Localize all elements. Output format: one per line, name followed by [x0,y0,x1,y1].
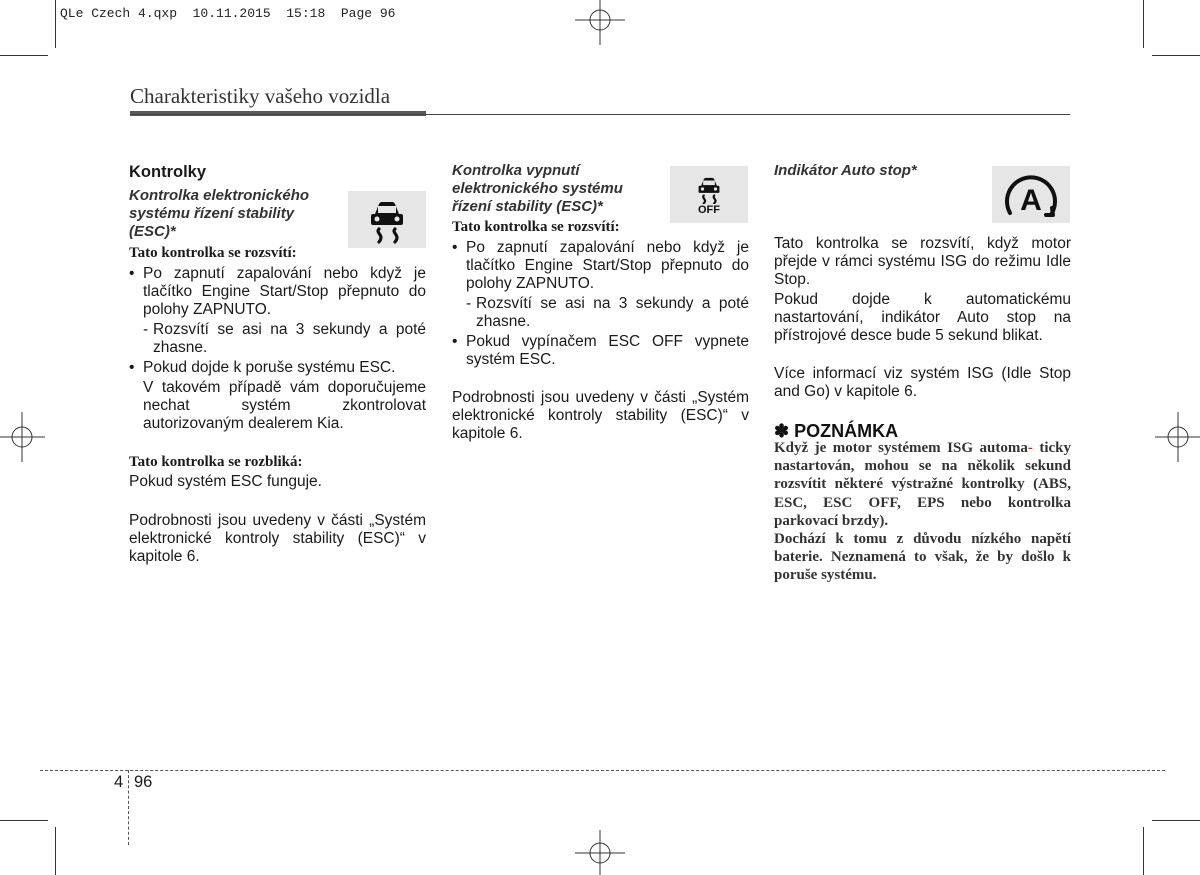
subhead-esc-off-line3: řízení stability (ESC)* [452,198,603,215]
list-item: • Pokud vypínačem ESC OFF vypnete systém ESC. [452,333,749,368]
list-item: - Rozsvítí se asi na 3 sekundy a poté zhasne. [143,321,426,356]
title-rule [130,114,1070,115]
list-item: • Po zapnutí zapalování nebo když je tlačítko Engine Start/Stop přepnuto do polohy ZAPNUTO. [452,239,749,292]
registration-mark-top [575,0,625,45]
note-p1-start: Když je motor systémem ISG automa [774,440,1028,456]
auto-stop-icon [992,166,1070,223]
bullet-text: Pokud dojde k poruše systému ESC. [143,359,396,376]
crop-mark [1143,827,1144,875]
footer-divider [128,770,129,845]
subhead-esc-off-line1: Kontrolka vypnutí [452,162,580,179]
print-slug: QLe Czech 4.qxp 10.11.2015 15:18 Page 96 [60,6,396,21]
lit-label: Tato kontrolka se rozsvítí: [452,219,620,235]
crop-mark [0,820,48,821]
crop-mark [0,55,48,56]
subhead-esc-line2: systému řízení stability [129,205,295,222]
blink-text: Pokud systém ESC funguje. [129,473,322,490]
note-hyphen: - [1027,440,1033,456]
dash-text: Rozsvítí se asi na 3 sekundy a poté zhasne. [153,321,426,356]
crop-mark [1152,820,1200,821]
registration-mark-left [0,412,45,462]
list-item: • Po zapnutí zapalování nebo když je tlačítko Engine Start/Stop přepnuto do polohy ZAPNUTO. [129,265,426,318]
subhead-esc-off-line2: elektronického systému [452,180,623,197]
details-text: Podrobnosti jsou uvedeny v části „Systém elektronické kontroly stability (ESC)“ v kapitole 6. [452,389,749,442]
note-p1-rest: ticky nastartován, mohou se na několik sekund rozsvítit některé výstražné kontrolky (ABS, ESC, ESC OFF, EPS nebo kontrolka parkovací brzdy). [774,440,1071,529]
esc-warning-icon [348,191,426,248]
subhead-auto-stop: Indikátor Auto stop* [774,162,917,179]
crop-mark [1143,0,1144,48]
auto-stop-letter: A [1020,183,1042,217]
subhead-esc-line1: Kontrolka elektronického [129,187,310,204]
lit-label: Tato kontrolka se rozsvítí: [129,245,297,261]
esc-off-warning-icon [670,166,748,223]
page-number: 96 [134,773,153,791]
note-paragraph-2: Dochází k tomu z důvodu nízkého napětí baterie. Neznamená to však, že by došlo k poruše systému. [774,531,1071,584]
column-auto-stop [774,162,1071,585]
list-item: - Rozsvítí se asi na 3 sekundy a poté zhasne. [466,295,749,330]
auto-stop-para2: Pokud dojde k automatickému nastartování, indikátor Auto stop na přístrojové desce bude 5 sekund blikat. [774,291,1071,344]
bullet-text: Po zapnutí zapalování nebo když je tlačítko Engine Start/Stop přepnuto do polohy ZAPNUTO. [143,265,426,318]
blink-label: Tato kontrolka se rozbliká: [129,454,303,470]
note-title: ✽ POZNÁMKA [774,421,899,441]
footer-rule [40,770,1165,771]
crop-mark [55,827,56,875]
dash-text: Rozsvítí se asi na 3 sekundy a poté zhasne. [476,295,749,330]
bullet-text: Po zapnutí zapalování nebo když je tlačítko Engine Start/Stop přepnuto do polohy ZAPNUTO. [466,239,749,292]
details-text: Podrobnosti jsou uvedeny v části „Systém elektronické kontroly stability (ESC)“ v kapitole 6. [129,512,426,565]
note-paragraph-1 [774,439,1071,530]
registration-mark-bottom [575,830,625,875]
bullet-text: Pokud vypínačem ESC OFF vypnete systém ESC. [466,333,749,368]
crop-mark [55,0,56,48]
subhead-esc-line3: (ESC)* [129,223,176,240]
heading-kontrolky: Kontrolky [129,163,207,181]
auto-stop-para3: Více informací viz systém ISG (Idle Stop and Go) v kapitole 6. [774,365,1071,400]
crop-mark [1152,55,1200,56]
section-title: Charakteristiky vašeho vozidla [130,84,391,108]
registration-mark-right [1155,412,1200,462]
bullet-continuation: V takovém případě vám doporučujeme nechat systém zkontrolovat autorizovaným dealerem Kia. [143,379,426,432]
list-item: • Pokud dojde k poruše systému ESC. [129,359,396,376]
chapter-number: 4 [114,773,124,791]
off-label: OFF [698,203,720,216]
auto-stop-para1: Tato kontrolka se rozsvítí, když motor přejde v rámci systému ISG do režimu Idle Stop. [774,235,1071,288]
